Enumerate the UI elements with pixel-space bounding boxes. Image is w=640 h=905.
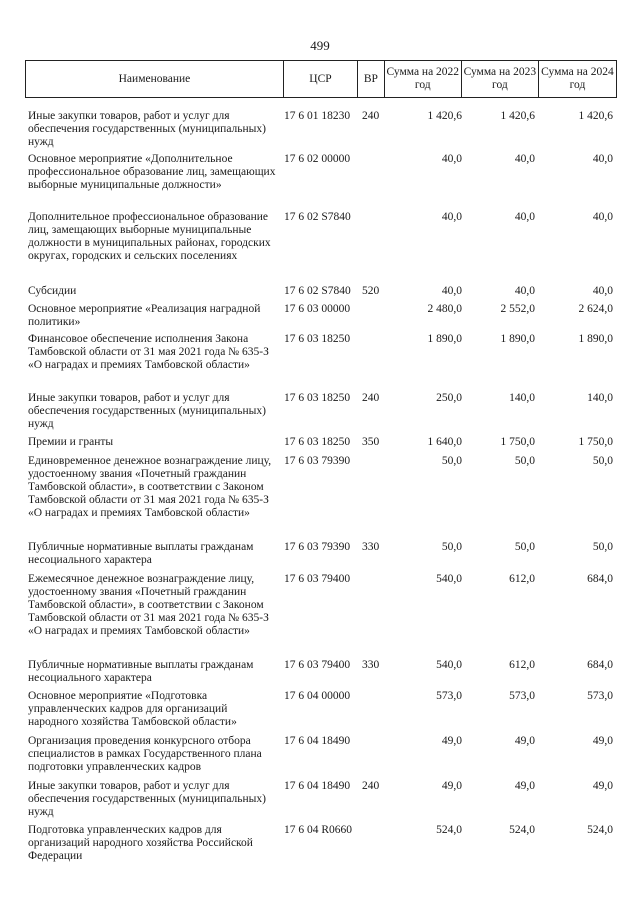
row-sum-2023: 1 750,0 [500,436,535,448]
row-name: Основное мероприятие «Реализация наградной политики» [28,303,261,328]
row-sum-2022: 540,0 [436,573,462,585]
row-sum-2024: 1 890,0 [578,333,613,345]
row-sum-2022: 250,0 [436,392,462,404]
row-sum-2022: 1 640,0 [427,436,462,448]
row-sum-2024: 1 750,0 [578,436,613,448]
row-sum-2022: 540,0 [436,659,462,671]
row-sum-2023: 40,0 [514,153,535,165]
row-name: Публичные нормативные выплаты гражданам несоциального характера [28,541,254,566]
row-sum-2023: 1 420,6 [500,110,535,122]
row-sum-2023: 50,0 [514,541,535,553]
row-sum-2022: 50,0 [441,541,462,553]
row-sum-2022: 1 890,0 [427,333,462,345]
row-sum-2022: 49,0 [441,780,462,792]
row-sum-2023: 49,0 [514,780,535,792]
row-sum-2024: 524,0 [587,824,613,836]
header-csr: ЦСР [283,61,357,97]
row-sum-2022: 40,0 [441,211,462,223]
row-sum-2022: 524,0 [436,824,462,836]
row-sum-2022: 49,0 [441,735,462,747]
row-sum-2024: 684,0 [587,573,613,585]
row-sum-2024: 40,0 [592,285,613,297]
row-csr: 17 6 03 18250 [284,333,351,345]
header-sum-2024: Сумма на 2024 год [538,61,616,97]
row-sum-2024: 40,0 [592,153,613,165]
row-name: Финансовое обеспечение исполнения Закона Тамбовской области от 31 мая 2021 года № 635-З «О наградах и премиях Тамбовской области» [28,333,269,371]
row-sum-2024: 573,0 [587,690,613,702]
row-name: Иные закупки товаров, работ и услуг для обеспечения государственных (муниципальных) нужд [28,392,266,430]
row-csr: 17 6 04 00000 [284,690,351,702]
row-vr: 350 [362,436,380,448]
row-name: Организация проведения конкурсного отбора специалистов в рамках Государственного плана подготовки управленческих кадров [28,735,262,773]
row-sum-2022: 40,0 [441,285,462,297]
row-name: Субсидии [28,285,77,297]
header-name: Наименование [118,72,191,85]
row-sum-2024: 40,0 [592,211,613,223]
row-vr: 520 [362,285,380,297]
row-sum-2023: 573,0 [509,690,535,702]
row-sum-2024: 2 624,0 [578,303,613,315]
row-csr: 17 6 03 79400 [284,573,351,585]
row-sum-2023: 50,0 [514,455,535,467]
row-sum-2023: 40,0 [514,211,535,223]
row-csr: 17 6 01 18230 [284,110,351,122]
row-name: Иные закупки товаров, работ и услуг для обеспечения государственных (муниципальных) нужд [28,780,266,818]
row-sum-2023: 40,0 [514,285,535,297]
row-vr: 330 [362,541,380,553]
row-name: Подготовка управленческих кадров для организаций народного хозяйства Российской Федерации [28,824,253,862]
row-sum-2023: 2 552,0 [500,303,535,315]
row-sum-2022: 40,0 [441,153,462,165]
row-name: Дополнительное профессиональное образование лиц, замещающих выборные муниципальные должности в муниципальных районах, городских округах, городских и сельских поселениях [28,211,271,262]
row-sum-2022: 50,0 [441,455,462,467]
row-sum-2022: 1 420,6 [427,110,462,122]
row-sum-2022: 2 480,0 [427,303,462,315]
row-csr: 17 6 04 18490 [284,735,351,747]
row-csr: 17 6 03 00000 [284,303,351,315]
row-vr: 240 [362,110,380,122]
row-vr: 330 [362,659,380,671]
row-sum-2023: 49,0 [514,735,535,747]
row-csr: 17 6 02 S7840 [284,211,351,223]
row-sum-2023: 1 890,0 [500,333,535,345]
row-name: Основное мероприятие «Дополнительное профессиональное образование лиц, замещающих выборные муниципальные должности» [28,153,276,191]
row-csr: 17 6 02 00000 [284,153,351,165]
row-sum-2024: 140,0 [587,392,613,404]
row-sum-2023: 612,0 [509,659,535,671]
row-name: Основное мероприятие «Подготовка управленческих кадров для организаций народного хозяйства Тамбовской области» [28,690,237,728]
row-sum-2024: 49,0 [592,780,613,792]
row-csr: 17 6 03 18250 [284,436,351,448]
row-sum-2023: 612,0 [509,573,535,585]
row-name: Иные закупки товаров, работ и услуг для обеспечения государственных (муниципальных) нужд [28,110,266,148]
row-vr: 240 [362,780,380,792]
row-csr: 17 6 03 79390 [284,541,351,553]
row-name: Единовременное денежное вознаграждение лицу, удостоенному звания «Почетный гражданин Тамбовской области», в соответствии с Законом Тамбовской области от 31 мая 2021 года № 635-З «О наградах и премиях Тамбовской области» [28,455,272,519]
row-csr: 17 6 03 79400 [284,659,351,671]
row-sum-2024: 50,0 [592,541,613,553]
row-csr: 17 6 04 18490 [284,780,351,792]
header-vr: ВР [357,61,384,97]
row-sum-2024: 1 420,6 [578,110,613,122]
row-csr: 17 6 04 R0660 [284,824,353,836]
row-csr: 17 6 02 S7840 [284,285,351,297]
header-sum-2023: Сумма на 2023 год [461,61,538,97]
row-vr: 240 [362,392,380,404]
row-sum-2024: 684,0 [587,659,613,671]
row-name: Премии и гранты [28,436,114,448]
row-sum-2022: 573,0 [436,690,462,702]
page-number: 499 [310,38,330,53]
row-name: Публичные нормативные выплаты гражданам несоциального характера [28,659,254,684]
header-sum-2022: Сумма на 2022 год [384,61,461,97]
row-sum-2024: 49,0 [592,735,613,747]
row-sum-2023: 140,0 [509,392,535,404]
row-sum-2023: 524,0 [509,824,535,836]
table-header [25,60,617,98]
row-name: Ежемесячное денежное вознаграждение лицу, удостоенному звания «Почетный гражданин Тамбовской области», в соответствии с Законом Тамбовской области от 31 мая 2021 года № 635-З «О наградах и премиях Тамбовской области» [28,573,269,637]
row-csr: 17 6 03 18250 [284,392,351,404]
row-sum-2024: 50,0 [592,455,613,467]
row-csr: 17 6 03 79390 [284,455,351,467]
